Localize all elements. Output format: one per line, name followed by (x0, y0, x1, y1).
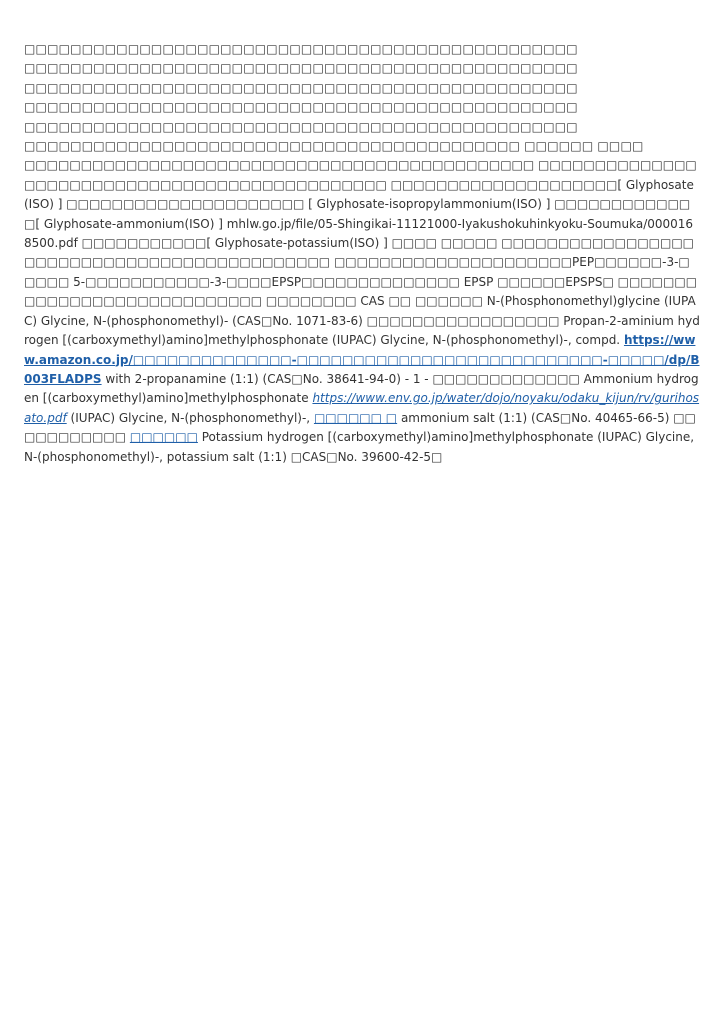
intro-line: □□□□□□□□□□□□□□□□□□□□□□□□□□□□□□□□□□□□□□□□□□□□□□□□ (24, 61, 578, 76)
text-segment: ammonium salt (1:1) (CAS□No. 40465-66-5) □□□□□□□□□□□ (24, 410, 696, 445)
intro-line: □□□□□□□□□□□□□□□□□□□□□□□□□□□□□□□□□□□□□□□□□□□□□□□□ (24, 100, 578, 115)
text-segment: with 2-propanamine (1:1) (CAS□No. 38641-94-0) - 1 - □□□□□□□□□□□□□ Ammonium hydrogen [(carboxymethyl)amino]methylphosphonate (24, 371, 699, 406)
body-paragraph (24, 156, 700, 467)
inline-link[interactable]: □□□□□□ □ (313, 410, 398, 425)
intro-line: □□□□□□□□□□□□□□□□□□□□□□□□□□□□□□□□□□□□□□□□□□□□□□□□ (24, 80, 578, 95)
text-segment: Potassium hydrogen [(carboxymethyl)amino]methylphosphonate (IUPAC) Glycine, N-(phosphonomethyl)-, potassium salt (1:1) □CAS□No. 39600-42-5□ (24, 430, 695, 464)
amazon-link[interactable]: https://www.amazon.co.jp/□□□□□□□□□□□□□□-□□□□□□□□□□□□□□□□□□□□□□□□□□□-□□□□□/dp/B003FLADPS (24, 333, 700, 386)
document-page (24, 40, 700, 467)
text-segment: □□□□□□□□□□□□□□□□□□□□□□□□□□□□□□□□□□□□□□□□□□□□□ □□□□□□□□□□□□□□□□□□□□□□□□□□□□□□□□□□□□□□□□□□□□□□ □□□□□□□□□□□□□□□□□□□□[ Glyphosate(ISO) ] □□□□□□□□□□□□□□□□□□□□□ [ Glyphosate-isopropylammonium(ISO) ] □□□□□□□□□□□□□[ Glyphosate-ammonium(ISO) ] mhlw.go.jp/file/05-Shingikai-11121000-Iyakushokuhinkyoku-Soumuka/0000168500.pdf □□□□□□□□□□□[ Glyphosate-potassium(ISO) ] □□□□ □□□□□ □□□□□□□□□□□□□□□□□□□□□□□□□□□□□□□□□□□□□□□□□□□□ □□□□□□□□□□□□□□□□□□□□□PEP□□□□□□-3-□□□□□ 5-□□□□□□□□□□□-3-□□□□EPSP□□□□□□□□□□□□□□ EPSP □□□□□□EPSPS□ □□□□□□□□□□□□□□□□□□□□□□□□□□□□ □□□□□□□□ CAS □□ □□□□□□ N-(Phosphonomethyl)glycine (IUPAC) Glycine, N-(phosphonomethyl)- (CAS□No. 1071-83-6) □□□□□□□□□□□□□□□□□ Propan-2-aminium hydrogen [(carboxymethyl)amino]methylphosphonate (IUPAC) Glycine, N-(phosphonomethyl)-, compd. (24, 158, 700, 348)
env-pdf-link[interactable]: https://www.env.go.jp/water/dojo/noyaku/odaku_kijun/rv/gurihosato.pdf (24, 391, 700, 425)
intro-line: □□□□□□□□□□□□□□□□□□□□□□□□□□□□□□□□□□□□□□□□□□□□□□□□ (24, 42, 578, 56)
inline-link[interactable]: □□□□□□ (129, 430, 198, 445)
intro-line: □□□□□□□□□□□□□□□□□□□□□□□□□□□□□□□□□□□□□□□□□□□□□□□□ (24, 119, 578, 134)
intro-line: □□□□□□□□□□□□□□□□□□□□□□□□□□□□□□□□□□□□□□□□□□□ □□□□□□ □□□□ (24, 139, 644, 154)
text-segment: (IUPAC) Glycine, N-(phosphonomethyl)-, (70, 410, 311, 425)
